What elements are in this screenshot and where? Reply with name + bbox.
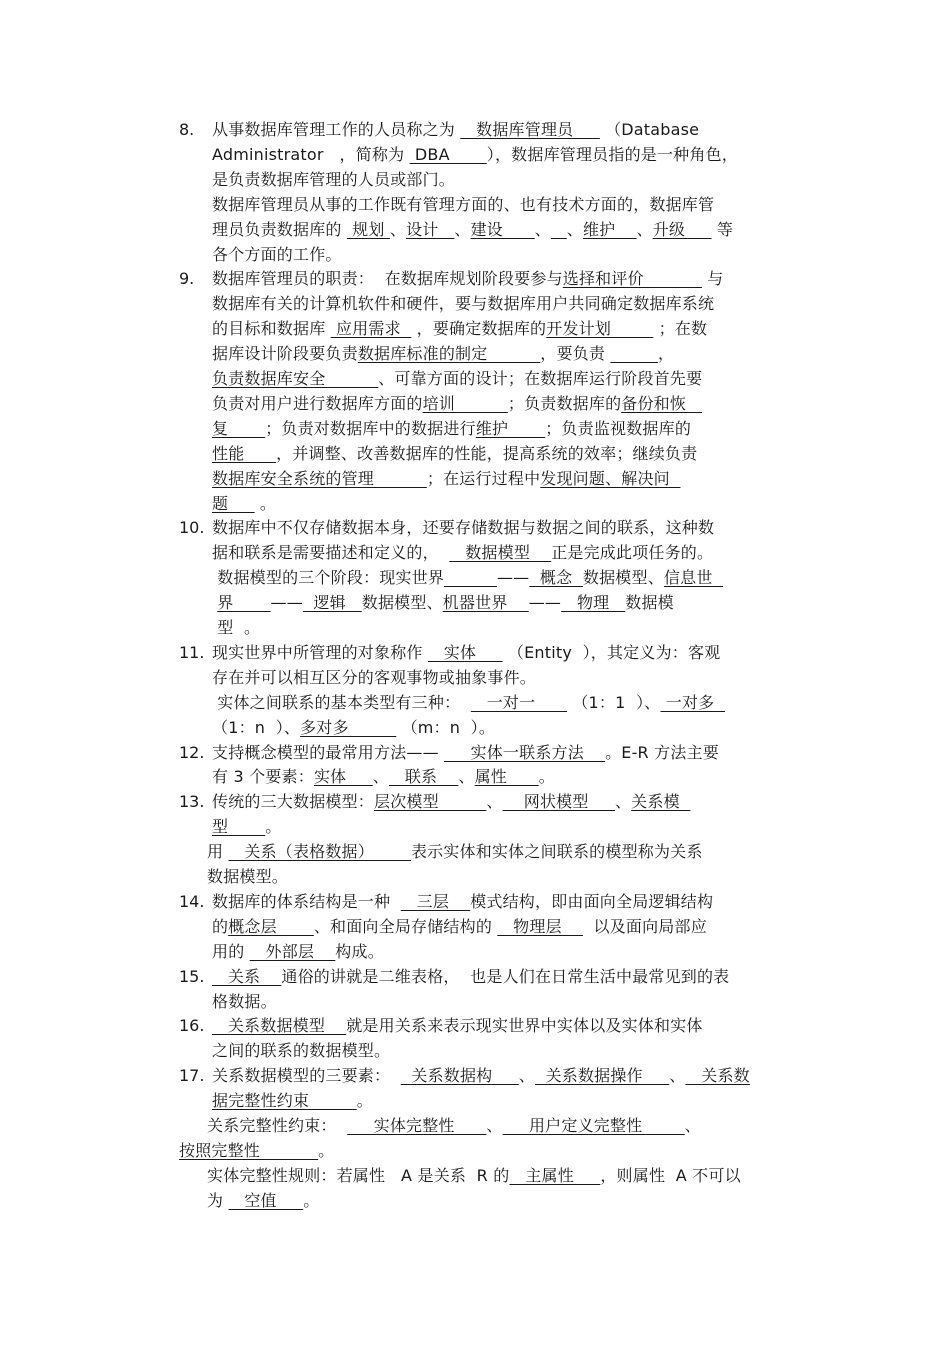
text-segment: 、 — [669, 1066, 686, 1086]
answer-blank: 联系 — [389, 767, 459, 787]
text-segment: 实体完整性规则：若属性 A 是关系 R 的 — [207, 1165, 510, 1185]
text-segment: —— — [528, 593, 562, 613]
answer-blank: 数据库标准的制定 — [357, 344, 541, 364]
text-segment: 用的 — [212, 941, 250, 961]
text-segment: 格数据。 — [212, 991, 277, 1011]
text-segment: 数据模 — [625, 593, 674, 613]
text-segment: 。 — [265, 817, 282, 837]
text-segment: 。 — [303, 1190, 320, 1210]
text-segment: 支持概念模型的最常用方法—— — [212, 742, 445, 762]
text-line — [212, 567, 723, 589]
answer-blank: 性能 — [212, 443, 277, 463]
text-segment: 之间的联系的数据模型。 — [212, 1041, 391, 1061]
text-segment: 。 — [254, 493, 277, 513]
answer-blank: 维护 — [582, 219, 637, 239]
text-segment: 、 — [486, 792, 503, 812]
text-line — [212, 816, 281, 838]
answer-blank: 建设 — [470, 219, 535, 239]
text-segment: 数据模型。 — [207, 867, 289, 886]
text-segment: 数据库的体系结构是一种 — [212, 891, 401, 911]
text-line — [212, 194, 714, 216]
answer-blank: 实体完整性 — [347, 1116, 487, 1135]
question-number: 12. — [179, 742, 205, 762]
text-segment: ， — [657, 344, 675, 364]
text-line — [212, 966, 729, 988]
text-segment: 为 — [207, 1190, 229, 1210]
answer-blank: 备份和恢 — [621, 393, 702, 413]
text-line — [212, 1015, 703, 1037]
question-number: 17. — [179, 1066, 205, 1086]
text-segment: （Entity ），其定义为：客观 — [502, 642, 721, 662]
answer-blank: 升级 — [652, 219, 712, 239]
answer-blank: 外部层 — [249, 941, 336, 961]
text-segment: 数据模型、 — [361, 593, 443, 613]
text-line — [212, 268, 723, 290]
text-line — [212, 144, 738, 166]
question-number: 11. — [179, 642, 205, 662]
text-segment: （m：n ）。 — [396, 717, 496, 737]
text-segment: 据和联系是需要描述和定义的， — [212, 543, 450, 563]
answer-blank: 物理层 — [497, 916, 583, 936]
answer-blank — [551, 220, 567, 239]
answer-blank: 概念 — [529, 568, 583, 588]
answer-blank: 数据库管理员 — [460, 120, 600, 139]
text-segment: 。 — [538, 767, 555, 787]
answer-blank: 关系模 — [631, 792, 691, 812]
text-segment: 、 — [458, 767, 475, 787]
answer-blank: 数据模型 — [449, 543, 552, 563]
answer-blank: 关系数据模型 — [212, 1016, 347, 1036]
answer-blank: 复 — [212, 418, 266, 438]
text-segment: Administrator ，简称为 — [212, 144, 410, 164]
text-segment: ；负责监视数据库的 — [545, 418, 692, 438]
text-segment: （1：n ）、 — [212, 717, 301, 737]
text-segment: 存在并可以相互区分的客观事物或抽象事件。 — [212, 667, 537, 687]
text-line — [212, 119, 699, 141]
text-segment: 正是完成此项任务的。 — [551, 543, 714, 563]
text-segment: 负责对用户进行数据库方面的 — [212, 393, 423, 413]
answer-blank: 实体 — [427, 642, 503, 662]
text-segment: 、 — [684, 1116, 701, 1135]
text-segment: 、 — [534, 219, 551, 239]
text-line — [212, 791, 690, 813]
text-line — [212, 667, 536, 689]
text-segment: 就是用关系来表示现实世界中实体以及实体和实体 — [346, 1016, 703, 1036]
text-line — [212, 418, 691, 440]
text-segment: 、和面向全局存储结构的 — [313, 916, 498, 936]
answer-blank: 关系数据操作 — [535, 1066, 670, 1086]
text-line — [212, 393, 702, 415]
text-segment: —— — [270, 593, 303, 613]
text-line — [207, 1165, 741, 1187]
text-segment: （1：1 ）、 — [567, 692, 661, 712]
text-line — [212, 318, 707, 340]
answer-blank: 主属性 — [509, 1165, 601, 1185]
text-line — [212, 592, 674, 614]
question-number: 13. — [179, 792, 205, 812]
text-segment: ；在运行过程中 — [426, 468, 541, 488]
text-line — [212, 692, 725, 714]
answer-blank: 多对多 — [300, 717, 397, 737]
text-segment: 理员负责数据库的 — [212, 219, 347, 239]
text-line — [212, 219, 733, 241]
text-segment: 的目标和数据库 — [212, 319, 331, 339]
answer-blank: 关系数据构 — [400, 1066, 519, 1086]
answer-blank: 实体一联系方法 — [444, 742, 606, 762]
text-segment: 、 — [614, 792, 632, 812]
text-segment: 数据模型、 — [582, 568, 664, 588]
text-segment: 。E-R 方法主要 — [605, 742, 719, 762]
text-segment: 有 3 个要素： — [212, 767, 314, 787]
text-line — [212, 916, 707, 938]
text-segment: 数据模型的三个阶段：现实世界 — [212, 568, 445, 588]
text-line — [212, 891, 713, 913]
text-segment: 各个方面的工作。 — [212, 244, 342, 264]
text-line — [212, 443, 697, 465]
answer-blank: 层次模型 — [374, 792, 487, 812]
text-line — [212, 493, 276, 515]
text-line — [212, 991, 277, 1013]
text-line — [212, 1090, 373, 1112]
answer-blank: 规划 — [346, 219, 390, 239]
text-segment: 、 — [518, 1066, 535, 1086]
text-segment: 、 — [486, 1116, 503, 1135]
text-line — [212, 717, 495, 739]
text-line — [212, 617, 260, 639]
text-line — [212, 642, 720, 664]
text-segment: ），数据库管理员指的是一种角色， — [486, 144, 738, 164]
answer-blank: 信息世 — [663, 568, 724, 588]
text-line — [212, 517, 714, 539]
text-segment: —— — [496, 568, 530, 588]
answer-blank: 关系数 — [685, 1066, 750, 1086]
answer-blank: 概念层 — [228, 916, 314, 936]
answer-blank: 机器世界 — [442, 593, 529, 613]
text-segment: 关系完整性约束： — [207, 1116, 348, 1135]
answer-blank: 关系 — [212, 966, 282, 986]
text-segment: ；负责对数据库中的数据进行 — [265, 418, 476, 438]
answer-blank: 据完整性约束 — [212, 1091, 357, 1111]
answer-blank: 按照完整性 — [179, 1140, 319, 1160]
answer-blank: 维护 — [475, 418, 546, 438]
answer-blank: 发现问题、解决问 — [540, 468, 681, 488]
text-segment: 、可靠方面的设计；在数据库运行阶段首先要 — [378, 369, 703, 388]
text-segment: 用 — [207, 842, 229, 862]
question-number: 8. — [179, 120, 195, 139]
text-line — [212, 766, 555, 788]
text-line — [212, 1065, 750, 1087]
text-segment: 、 — [454, 219, 471, 239]
text-line — [212, 244, 342, 266]
answer-blank — [444, 568, 497, 587]
text-segment: 、 — [566, 219, 583, 239]
answer-blank: 题 — [212, 493, 255, 513]
text-segment: 现实世界中所管理的对象称作 — [212, 642, 428, 662]
question-number: 14. — [179, 891, 205, 911]
text-segment: 数据库中不仅存储数据本身，还要存储数据与数据之间的联系，这种数 — [212, 518, 715, 538]
text-line — [212, 468, 680, 490]
answer-blank: 负责数据库安全 — [212, 369, 379, 388]
answer-blank: 关系（表格数据） — [228, 842, 411, 862]
text-line — [212, 343, 674, 365]
text-segment: 、 — [389, 219, 407, 239]
question-number: 10. — [179, 518, 205, 538]
text-line — [207, 1190, 319, 1212]
text-segment: （Database — [599, 120, 700, 139]
answer-blank: 实体 — [313, 767, 373, 787]
answer-blank: 一对多 — [660, 692, 725, 712]
text-line — [179, 1140, 334, 1162]
text-line — [207, 866, 288, 888]
text-segment: 数据库有关的计算机软件和硬件，要与数据库用户共同确定数据库系统 — [212, 294, 715, 314]
answer-blank: 空值 — [228, 1190, 304, 1210]
text-line — [207, 841, 703, 863]
answer-blank — [610, 344, 658, 363]
answer-blank: DBA — [409, 144, 487, 164]
text-segment: 表示实体和实体之间联系的模型称为关系 — [410, 842, 703, 862]
answer-blank: 一对一 — [470, 692, 568, 712]
answer-blank: 逻辑 — [302, 593, 362, 613]
answer-blank: 开发计划 — [546, 319, 654, 339]
text-segment: ；负责数据库的 — [507, 393, 622, 413]
answer-blank: 设计 — [406, 219, 455, 239]
answer-blank: 网状模型 — [502, 792, 615, 812]
answer-blank: 物理 — [561, 593, 626, 613]
text-segment: 、 — [372, 767, 389, 787]
text-line — [212, 1040, 390, 1062]
text-segment: 。 — [318, 1140, 335, 1160]
text-segment: ，并调整、改善数据库的性能，提高系统的效率；继续负责 — [276, 443, 698, 463]
text-segment: 等 — [711, 219, 734, 239]
answer-blank: 应用需求 — [330, 319, 412, 339]
text-line — [212, 293, 714, 315]
text-segment: 通俗的讲就是二维表格， 也是人们在日常生活中最常见到的表 — [281, 966, 730, 986]
text-segment: 的 — [212, 916, 229, 936]
text-segment: 传统的三大数据模型： — [212, 792, 375, 812]
text-segment: ；在数 — [653, 319, 708, 339]
question-number: 9. — [179, 269, 195, 289]
text-segment: 以及面向局部应 — [582, 916, 707, 936]
text-segment: 构成。 — [335, 941, 384, 961]
text-segment: 模式结构，即由面向全局逻辑结构 — [470, 891, 714, 911]
text-segment: 数据库管理员的职责： 在数据库规划阶段要参与 — [212, 269, 563, 289]
text-segment: 。 — [356, 1091, 373, 1111]
text-segment: 数据库管理员从事的工作既有管理方面的、也有技术方面的，数据库管 — [212, 194, 715, 214]
text-segment: ，要负责 — [540, 344, 611, 364]
text-line — [212, 368, 702, 390]
text-line — [212, 169, 455, 191]
text-segment: 关系数据模型的三要素： — [212, 1066, 401, 1086]
text-line — [212, 542, 713, 564]
answer-blank: 培训 — [422, 393, 508, 413]
text-segment: 与 — [701, 269, 724, 289]
text-segment: 是负责数据库管理的人员或部门。 — [212, 169, 456, 189]
answer-blank: 界 — [217, 593, 271, 613]
text-line — [207, 1115, 701, 1137]
question-number: 15. — [179, 966, 205, 986]
question-number: 16. — [179, 1016, 205, 1036]
text-segment: 据库设计阶段要负责 — [212, 344, 358, 364]
text-segment: 实体之间联系的基本类型有三种： — [212, 692, 471, 712]
text-segment: ，则属性 A 不可以 — [600, 1165, 741, 1185]
text-segment: 从事数据库管理工作的人员称之为 — [212, 120, 461, 139]
text-line — [212, 742, 719, 764]
answer-blank: 数据库安全系统的管理 — [212, 468, 427, 488]
answer-blank: 用户定义完整性 — [502, 1116, 685, 1135]
answer-blank: 三层 — [400, 891, 471, 911]
answer-blank: 型 — [212, 817, 266, 837]
text-segment: 型 。 — [212, 618, 261, 637]
text-segment: 、 — [636, 219, 653, 239]
answer-blank: 属性 — [474, 767, 539, 787]
text-segment: ，要确定数据库的 — [411, 319, 547, 339]
answer-blank: 选择和评价 — [562, 269, 702, 289]
text-line — [212, 941, 384, 963]
